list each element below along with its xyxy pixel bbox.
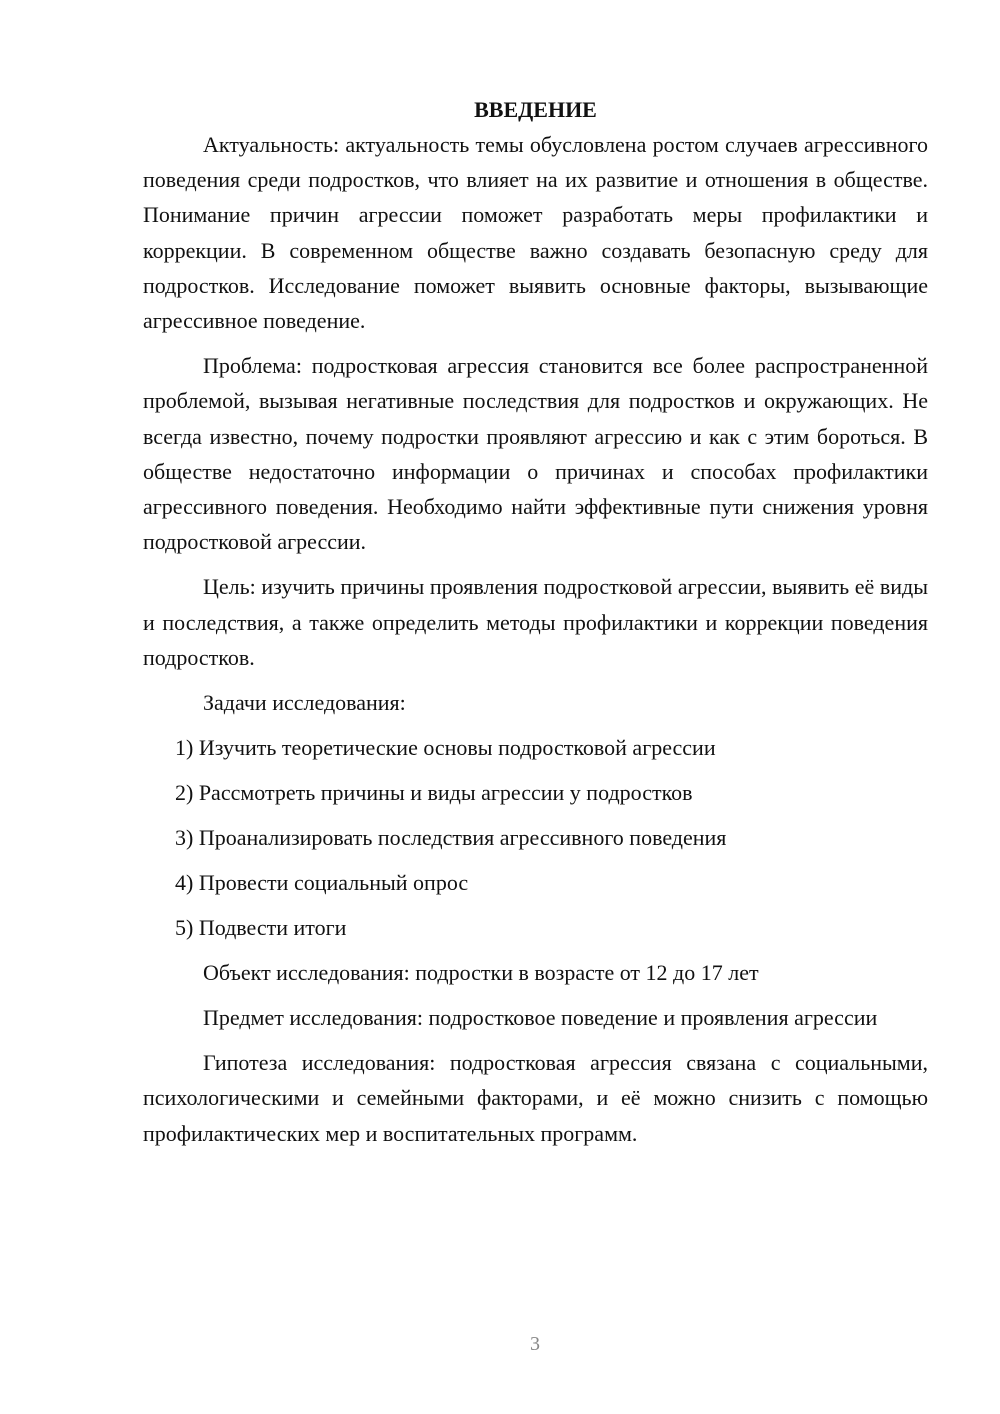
task-item: 3) Проанализировать последствия агрессивного поведения	[175, 825, 727, 851]
document-page	[143, 92, 928, 1161]
task-item: 1) Изучить теоретические основы подростковой агрессии	[175, 735, 716, 761]
tasks-heading: Задачи исследования:	[203, 690, 406, 716]
task-item: 4) Провести социальный опрос	[175, 870, 469, 896]
object-paragraph: Объект исследования: подростки в возрасте от 12 до 17 лет	[203, 960, 759, 986]
page-number: 3	[530, 1333, 540, 1355]
hypothesis-paragraph: Гипотеза исследования: подростковая агрессия связана с социальными, психологическими и семейными факторами, и её можно снизить с помощью профилактических мер и воспитательных программ.	[143, 1050, 928, 1146]
problem-paragraph: Проблема: подростковая агрессия становится все более распространенной проблемой, вызывая негативные последствия для подростков и окружающих. Не всегда известно, почему подростки проявляют агрессию и как с этим бороться. В обществе недостаточно информации о причинах и способах профилактики агрессивного поведения. Необходимо найти эффективные пути снижения уровня подростковой агрессии.	[143, 353, 928, 555]
goal-paragraph: Цель: изучить причины проявления подростковой агрессии, выявить её виды и последствия, а также определить методы профилактики и коррекции поведения подростков.	[143, 574, 928, 670]
relevance-paragraph: Актуальность: актуальность темы обусловлена ростом случаев агрессивного поведения среди подростков, что влияет на их развитие и отношения в обществе. Понимание причин агрессии поможет разработать меры профилактики и коррекции. В современном обществе важно создавать безопасную среду для подростков. Исследование поможет выявить основные факторы, вызывающие агрессивное поведение.	[143, 132, 928, 334]
subject-paragraph: Предмет исследования: подростковое поведение и проявления агрессии	[203, 1005, 878, 1031]
task-item: 2) Рассмотреть причины и виды агрессии у подростков	[175, 780, 693, 806]
page-title: ВВЕДЕНИЕ	[474, 97, 597, 122]
task-item: 5) Подвести итоги	[175, 915, 347, 941]
